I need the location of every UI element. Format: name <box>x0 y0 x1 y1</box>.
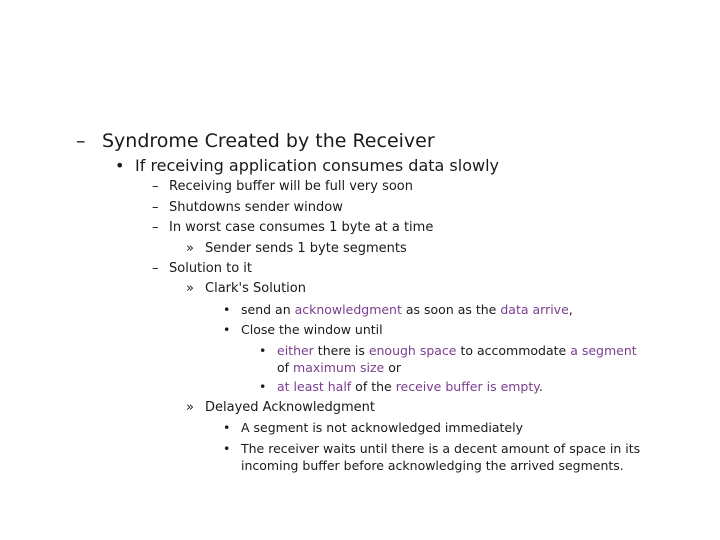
chevron-marker: » <box>186 241 194 256</box>
bullet-marker: • <box>223 441 231 456</box>
solution-heading-text: Delayed Acknowledgment <box>205 400 375 415</box>
dash-marker: – <box>152 220 159 235</box>
condition-bullet <box>259 343 637 358</box>
solution-heading <box>186 400 375 415</box>
sub-item-text: Solution to it <box>169 261 252 276</box>
highlighted-text: acknowledgment <box>294 302 402 317</box>
plain-text: as soon as the <box>401 302 501 317</box>
plain-text: of the <box>351 379 396 394</box>
continuation-text: incoming buffer before acknowledging the arrived segments. <box>241 458 624 473</box>
plain-text: to accommodate <box>456 343 571 358</box>
bullet-marker: • <box>259 379 267 394</box>
condition-continuation <box>277 360 401 375</box>
highlighted-text: maximum size <box>293 360 385 375</box>
sub-item-text: In worst case consumes 1 byte at a time <box>169 220 434 235</box>
highlighted-text: either <box>277 343 314 358</box>
sub-item-text: Shutdowns sender window <box>169 200 343 215</box>
solution-heading <box>186 281 306 296</box>
condition-bullet <box>259 379 543 394</box>
heading-text: Syndrome Created by the Receiver <box>102 130 435 152</box>
heading-line <box>76 130 435 152</box>
sub-sub-item <box>186 241 407 256</box>
bullet-marker: • <box>259 343 267 358</box>
sub-sub-item-text: Sender sends 1 byte segments <box>205 241 407 256</box>
highlighted-text: data arrive <box>500 302 569 317</box>
bullet-marker: • <box>223 420 231 435</box>
plain-text: send an <box>241 302 295 317</box>
sub-item <box>152 220 433 235</box>
sub-item-text: Receiving buffer will be full very soon <box>169 179 413 194</box>
bullet-marker: • <box>223 302 231 317</box>
sub-item <box>152 200 343 215</box>
solution-heading-text: Clark's Solution <box>205 281 306 296</box>
plain-text: there is <box>313 343 369 358</box>
solution-bullet-text: Close the window until <box>241 322 383 337</box>
solution-bullet <box>223 441 640 456</box>
dash-marker: – <box>76 130 86 152</box>
solution-bullet-text: The receiver waits until there is a decent amount of space in its <box>241 441 641 456</box>
solution-bullet-continuation <box>241 458 624 473</box>
bullet-marker: • <box>115 156 125 175</box>
highlighted-text: at least half <box>277 379 352 394</box>
sub-item <box>152 179 413 194</box>
plain-text: , <box>568 302 573 317</box>
bullet-marker: • <box>223 322 231 337</box>
solution-bullet <box>223 420 523 435</box>
plain-text: . <box>538 379 543 394</box>
bullet-text: If receiving application consumes data slowly <box>135 156 499 175</box>
highlighted-text: enough space <box>368 343 457 358</box>
plain-text: or <box>384 360 401 375</box>
dash-marker: – <box>152 200 159 215</box>
solution-bullet-text: A segment is not acknowledged immediately <box>241 420 523 435</box>
bullet-line <box>115 156 499 175</box>
dash-marker: – <box>152 179 159 194</box>
chevron-marker: » <box>186 281 194 296</box>
plain-text: of <box>277 360 294 375</box>
sub-item <box>152 261 252 276</box>
solution-bullet <box>223 302 573 317</box>
dash-marker: – <box>152 261 159 276</box>
chevron-marker: » <box>186 400 194 415</box>
solution-bullet <box>223 322 383 337</box>
highlighted-text: a segment <box>570 343 637 358</box>
highlighted-text: receive buffer is empty <box>395 379 539 394</box>
